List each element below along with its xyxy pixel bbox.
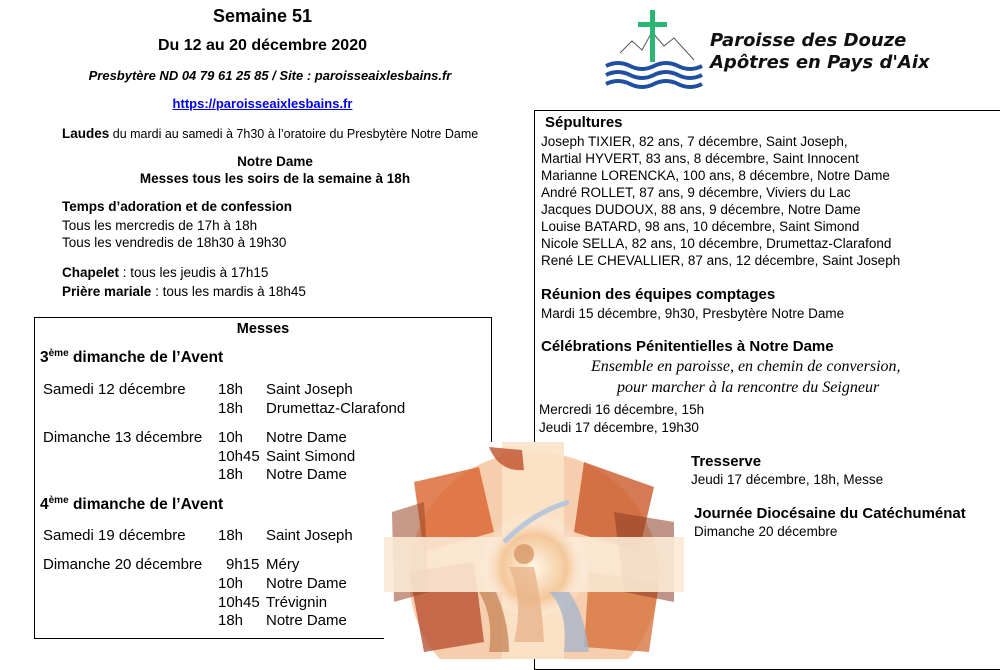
- adoration-line: Tous les mercredis de 17h à 18h: [62, 218, 258, 233]
- week-title: Semaine 51: [212, 6, 313, 26]
- sunday-3-heading: [40, 348, 223, 367]
- sepulture-entry: Jacques DUDOUX, 88 ans, 9 décembre, Notre Dame: [541, 202, 861, 217]
- mass-place: Trévignin: [266, 594, 328, 611]
- sunday-3-rest: dimanche de l’Avent: [68, 349, 224, 367]
- sunday-4-sup: ème: [48, 495, 69, 506]
- adoration-title: Temps d’adoration et de confession: [62, 199, 293, 214]
- chapelet-text: : tous les jeudis à 17h15: [119, 265, 269, 280]
- adoration-line: Tous les vendredis de 18h30 à 19h30: [62, 235, 287, 250]
- chapelet-label: Chapelet: [62, 265, 120, 280]
- sepulture-entry: André ROLLET, 87 ans, 9 décembre, Viviers du Lac: [541, 185, 851, 200]
- laudes-text: du mardi au samedi à 7h30 à l’oratoire du Presbytère Notre Dame: [109, 127, 479, 141]
- sunday-4-rest: dimanche de l’Avent: [68, 496, 224, 514]
- laudes-line: [62, 126, 478, 141]
- priere-label: Prière mariale: [62, 284, 152, 299]
- sunday-4-heading: [40, 495, 223, 514]
- mass-place: Saint Joseph: [266, 527, 353, 544]
- mass-place: Méry: [266, 556, 300, 573]
- mass-time: 10h: [218, 575, 244, 592]
- advent-artwork: [384, 442, 684, 659]
- cross-vertical: [650, 10, 655, 62]
- sepulture-entry: Joseph TIXIER, 82 ans, 7 décembre, Saint Joseph,: [541, 134, 848, 149]
- sepulture-entry: Louise BATARD, 98 ans, 10 décembre, Saint Simond: [541, 219, 860, 234]
- sepulture-entry: Martial HYVERT, 83 ans, 8 décembre, Saint Innocent: [541, 151, 859, 166]
- celebration-date: Mercredi 16 décembre, 15h: [539, 402, 705, 417]
- parish-logo-icon: [604, 8, 704, 93]
- mass-time: 10h45: [218, 594, 260, 611]
- mass-time: 18h: [218, 400, 244, 417]
- mass-time: 10h45: [218, 448, 260, 465]
- mass-day: Dimanche 20 décembre: [43, 556, 203, 573]
- mass-place: Notre Dame: [266, 429, 347, 446]
- sunday-4-num: 4: [40, 496, 49, 514]
- mass-time: 18h: [218, 612, 244, 629]
- mass-time: 18h: [218, 527, 244, 544]
- messes-title: Messes: [236, 321, 290, 337]
- sepulture-entry: Nicole SELLA, 82 ans, 10 décembre, Drumettaz-Clarafond: [541, 236, 892, 251]
- journee-text: Dimanche 20 décembre: [694, 524, 838, 539]
- mass-time: 9h15: [226, 556, 260, 573]
- celebrations-quote-1: Ensemble en paroisse, en chemin de conversion,: [591, 358, 901, 375]
- tresserve-title: Tresserve: [691, 453, 762, 470]
- notre-dame-heading: Notre Dame: [237, 154, 313, 169]
- celebration-date: Jeudi 17 décembre, 19h30: [539, 420, 699, 435]
- sunday-3-num: 3: [40, 349, 49, 367]
- mass-place: Notre Dame: [266, 466, 347, 483]
- mass-day: Samedi 12 décembre: [43, 381, 186, 398]
- mass-place: Saint Simond: [266, 448, 356, 465]
- chapelet-line: [62, 265, 268, 280]
- mass-time: 18h: [218, 466, 244, 483]
- parish-name: [710, 30, 930, 74]
- reunion-title: Réunion des équipes comptages: [541, 286, 776, 303]
- priere-line: [62, 284, 306, 299]
- mass-place: Saint Joseph: [266, 381, 353, 398]
- journee-title: Journée Diocésaine du Catéchuménat: [694, 505, 966, 522]
- mass-place: Drumettaz-Clarafond: [266, 400, 406, 417]
- mass-place: Notre Dame: [266, 612, 347, 629]
- mass-day: Dimanche 13 décembre: [43, 429, 203, 446]
- celebrations-title: Célébrations Pénitentielles à Notre Dame: [541, 338, 834, 355]
- sepulture-entry: Marianne LORENCKA, 100 ans, 8 décembre, Notre Dame: [541, 168, 890, 183]
- messes-soirs-text: Messes tous les soirs de la semaine à 18h: [139, 171, 411, 186]
- celebrations-quote-2: pour marcher à la rencontre du Seigneur: [617, 379, 880, 396]
- cross-horizontal: [638, 22, 667, 27]
- presbytere-contact: Presbytère ND 04 79 61 25 85 / Site : paroisseaixlesbains.fr: [88, 68, 452, 83]
- sunday-3-sup: ème: [48, 348, 69, 359]
- mass-day: Samedi 19 décembre: [43, 527, 186, 544]
- mass-time: 18h: [218, 381, 244, 398]
- reunion-text: Mardi 15 décembre, 9h30, Presbytère Notre Dame: [541, 306, 845, 321]
- laudes-label: Laudes: [62, 126, 110, 141]
- tresserve-text: Jeudi 17 décembre, 18h, Messe: [691, 472, 884, 487]
- dates-title: Du 12 au 20 décembre 2020: [157, 37, 367, 54]
- sepultures-title: Sépultures: [545, 114, 623, 131]
- website-link[interactable]: https://paroisseaixlesbains.fr: [172, 96, 353, 111]
- sepulture-entry: René LE CHEVALLIER, 87 ans, 12 décembre, Saint Joseph: [541, 253, 901, 268]
- parish-name-line1: Paroisse des Douze: [710, 30, 907, 51]
- mass-time: 10h: [218, 429, 244, 446]
- mass-place: Notre Dame: [266, 575, 347, 592]
- parish-name-line2: Apôtres en Pays d'Aix: [710, 52, 930, 73]
- priere-text: : tous les mardis à 18h45: [151, 284, 306, 299]
